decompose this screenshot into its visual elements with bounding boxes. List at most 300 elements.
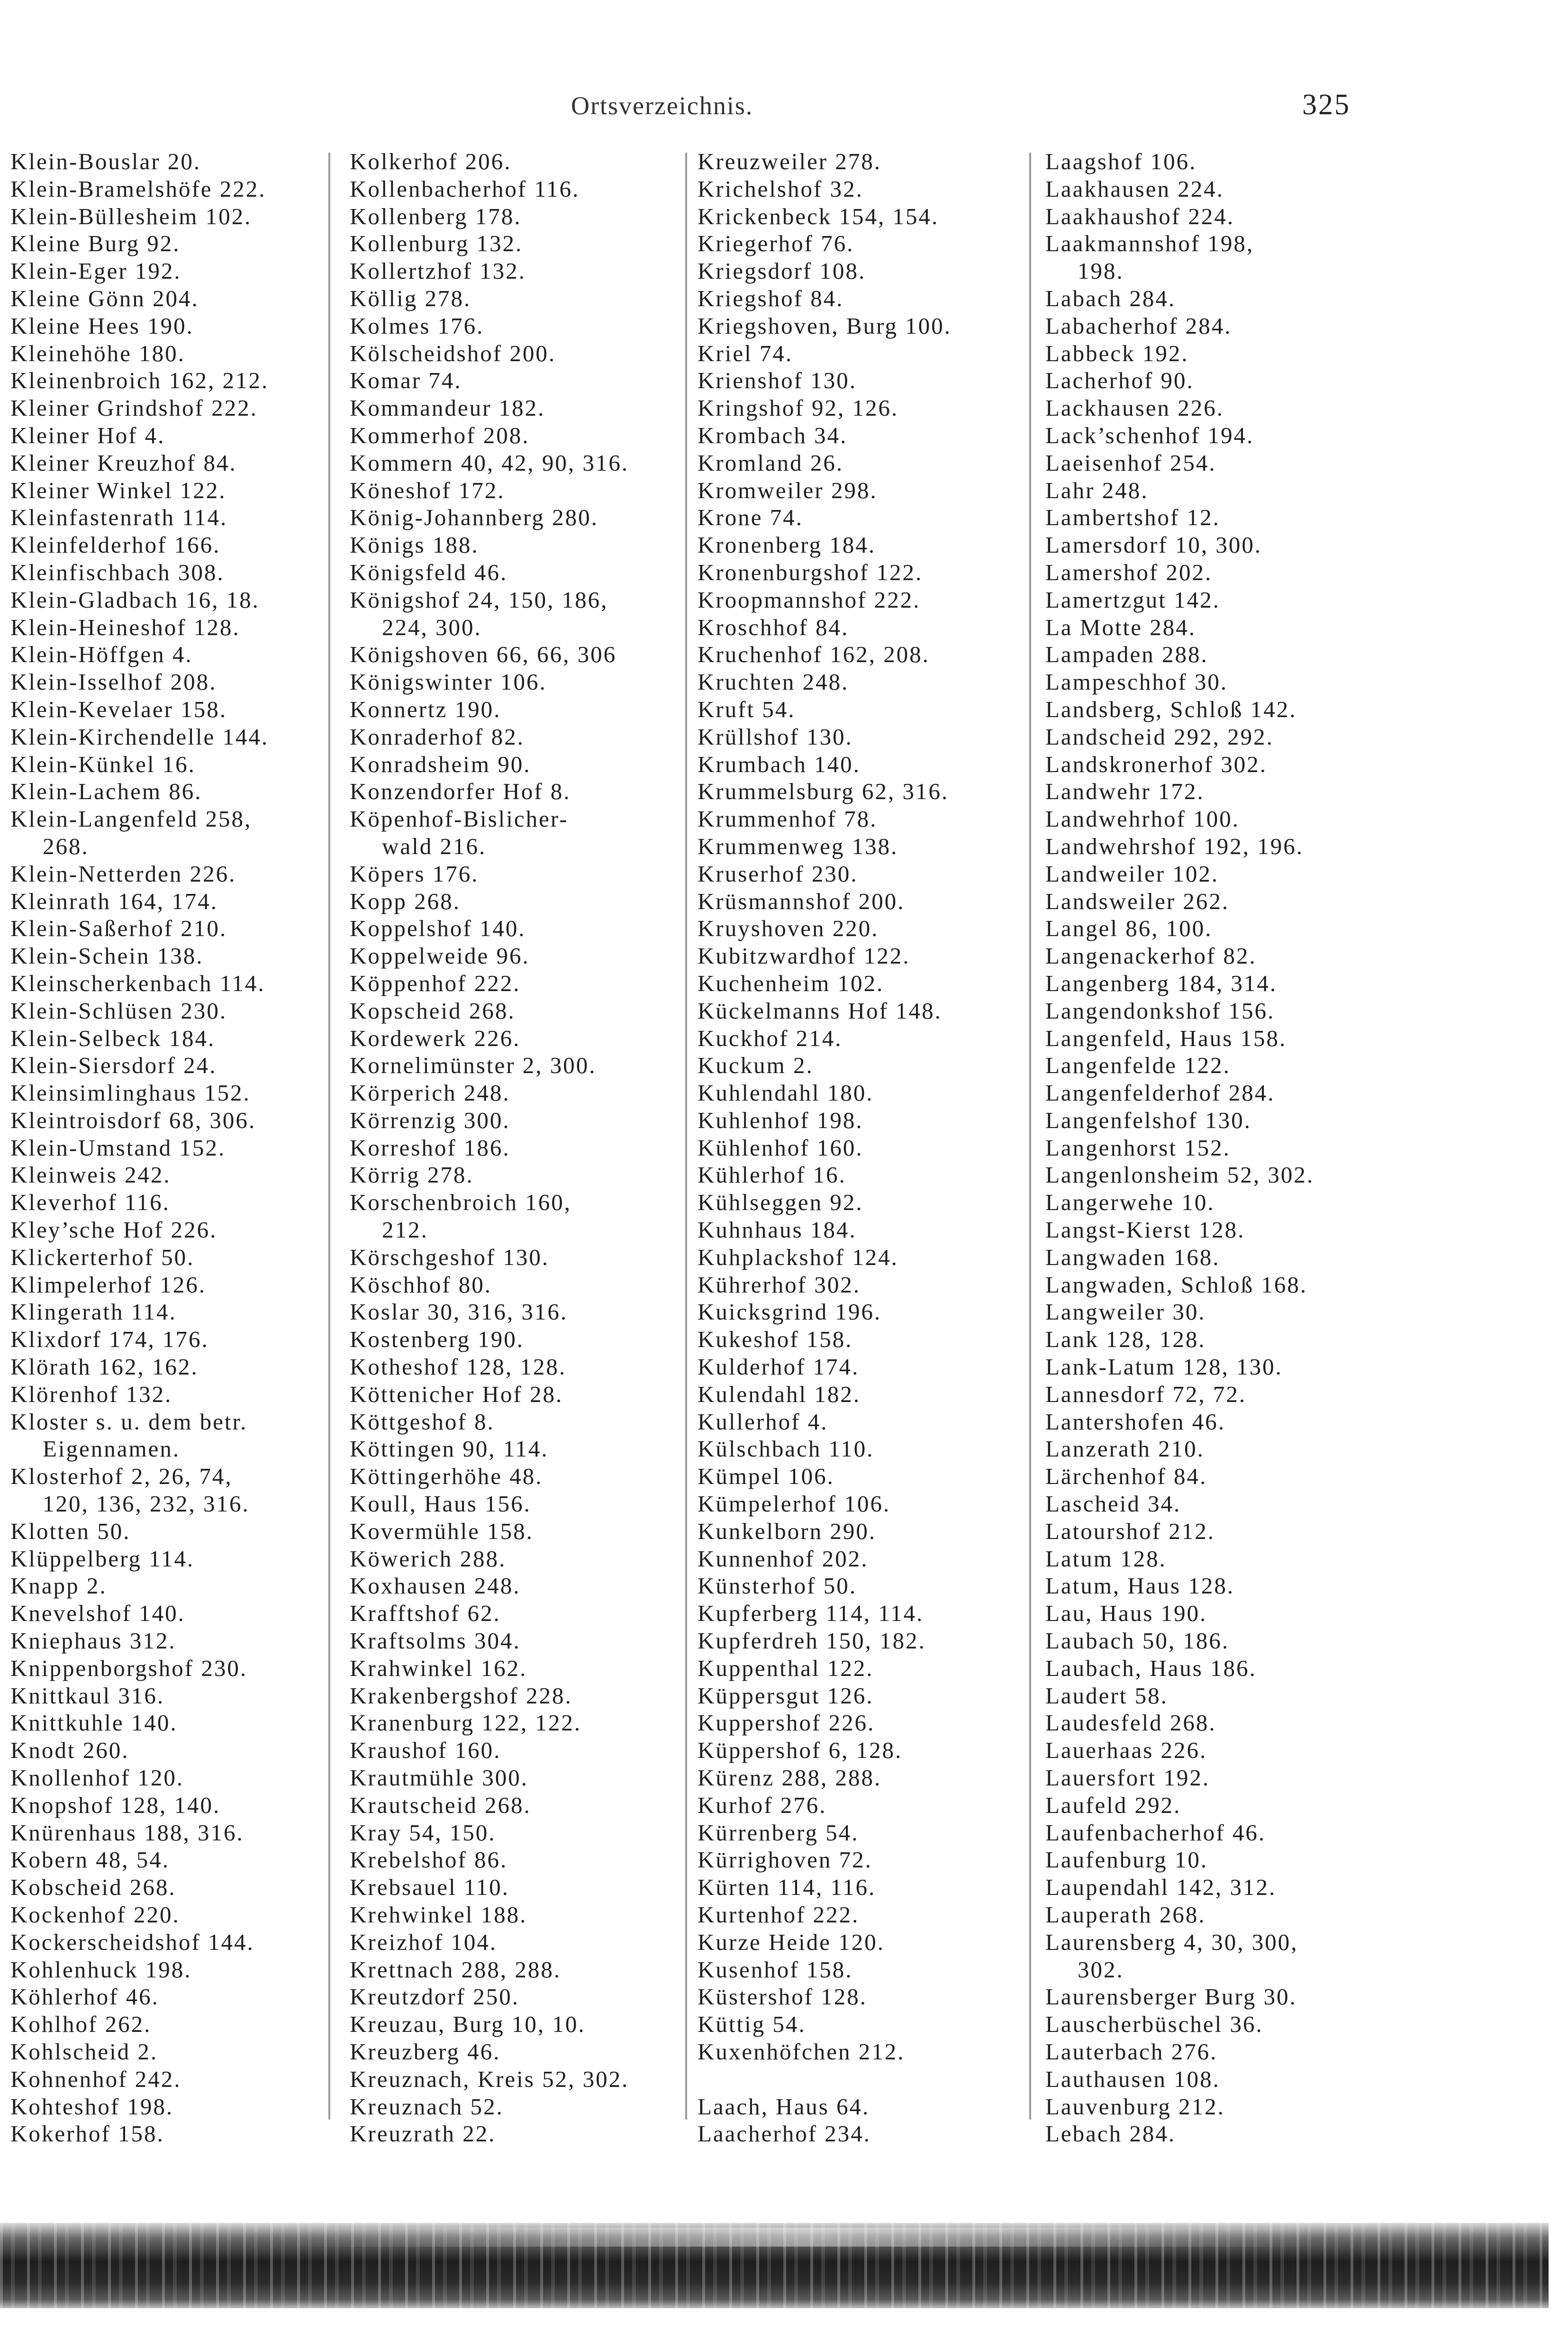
entry-line: Kruyshoven 220. — [698, 915, 879, 942]
entry-line: Kockenhof 220. — [10, 1902, 180, 1928]
index-entry — [350, 504, 681, 531]
entry-line: Klimpelerhof 126. — [10, 1271, 206, 1298]
entry-line: Klein-Gladbach 16, 18. — [10, 586, 260, 613]
index-entry — [350, 1052, 681, 1079]
index-entry — [10, 1381, 342, 1408]
index-entry — [1045, 1819, 1377, 1847]
entry-line: Klein-Eger 192. — [10, 258, 181, 284]
entry-line: Lack’schenhof 194. — [1045, 422, 1254, 448]
entry-line: Knippenborgshof 230. — [10, 1655, 248, 1681]
index-entry — [10, 1189, 342, 1216]
index-entry — [350, 696, 681, 723]
index-entry — [1045, 1353, 1377, 1381]
index-entry — [10, 449, 342, 477]
entry-line: Koslar 30, 316, 316. — [350, 1299, 568, 1325]
index-entry — [698, 1764, 1029, 1792]
entry-line: Krummelsburg 62, 316. — [698, 778, 949, 805]
column-divider — [1029, 153, 1031, 2120]
index-entry — [10, 1079, 342, 1107]
entry-line: Klein-Bouslar 20. — [10, 148, 201, 174]
index-entry — [698, 1545, 1029, 1573]
index-entry — [1045, 2066, 1377, 2093]
entry-line: Krettnach 288, 288. — [350, 1956, 562, 1983]
index-entry — [350, 148, 681, 175]
index-entry — [350, 668, 681, 696]
index-entry — [10, 1901, 342, 1929]
index-entry — [10, 1353, 342, 1381]
entry-line: Kreuznach, Kreis 52, 302. — [350, 2066, 629, 2092]
entry-line: Kruserhof 230. — [698, 860, 858, 887]
entry-line: Körrenzig 300. — [350, 1107, 510, 1133]
index-entry — [350, 1956, 681, 1984]
index-entry — [350, 1326, 681, 1353]
entry-line: Kopscheid 268. — [350, 997, 516, 1024]
entry-line: Kromland 26. — [698, 449, 844, 476]
entry-line: Lamersdorf 10, 300. — [1045, 532, 1262, 558]
entry-line: Kobscheid 268. — [10, 1874, 176, 1901]
entry-line: Knittkaul 316. — [10, 1682, 165, 1709]
entry-line: Kroschhof 84. — [698, 614, 849, 640]
index-entry — [10, 1846, 342, 1874]
index-entry — [1045, 203, 1377, 230]
entry-line: Kommern 40, 42, 90, 316. — [350, 449, 629, 476]
index-entry — [350, 1874, 681, 1901]
entry-line: Kleine Gönn 204. — [10, 285, 199, 311]
index-entry — [350, 1764, 681, 1792]
entry-line: Köwerich 288. — [350, 1545, 507, 1572]
index-entry — [698, 778, 1029, 805]
index-entry — [350, 723, 681, 751]
index-entry — [698, 203, 1029, 230]
entry-line: Kovermühle 158. — [350, 1518, 534, 1544]
entry-line: Kollenburg 132. — [350, 230, 523, 257]
index-entry — [10, 1682, 342, 1710]
entry-line: Langendonkshof 156. — [1045, 997, 1275, 1024]
entry-line: Landwehrhof 100. — [1045, 806, 1240, 832]
index-entry — [698, 1600, 1029, 1627]
entry-line: Kühlenhof 160. — [698, 1134, 863, 1161]
entry-line: Krienshof 130. — [698, 367, 857, 394]
index-entry — [698, 1737, 1029, 1764]
index-entry — [350, 2038, 681, 2066]
index-entry — [10, 1874, 342, 1901]
index-entry — [698, 1490, 1029, 1518]
index-entry — [350, 778, 681, 805]
entry-line: Kommerhof 208. — [350, 422, 530, 448]
entry-line: Kokerhof 158. — [10, 2121, 164, 2147]
index-entry — [10, 860, 342, 888]
index-entry — [350, 1025, 681, 1052]
index-entry — [350, 942, 681, 970]
index-entry — [698, 175, 1029, 203]
index-entry — [350, 2011, 681, 2038]
index-entry — [698, 805, 1029, 833]
index-entry — [698, 1572, 1029, 1600]
entry-line: Krahwinkel 162. — [350, 1655, 527, 1681]
entry-line: La Motte 284. — [1045, 614, 1196, 640]
entry-line: Kruft 54. — [698, 696, 796, 722]
entry-line: Kolkerhof 206. — [350, 148, 512, 174]
entry-line: Krickenbeck 154, 154. — [698, 203, 939, 229]
index-entry — [698, 1326, 1029, 1353]
entry-line: Laufenbacherhof 46. — [1045, 1819, 1266, 1846]
entry-continuation: 224, 300. — [382, 614, 482, 640]
entry-line: Königsfeld 46. — [350, 559, 508, 585]
entry-line: Laakhaushof 224. — [1045, 203, 1235, 229]
index-entry — [698, 2011, 1029, 2038]
entry-line: Lanzerath 210. — [1045, 1436, 1205, 1462]
entry-line: Langenfeld, Haus 158. — [1045, 1025, 1287, 1051]
index-entry — [1045, 422, 1377, 449]
entry-line: Lebach 284. — [1045, 2121, 1176, 2147]
entry-line: Kreuznach 52. — [350, 2093, 504, 2120]
index-entry — [1045, 1682, 1377, 1710]
entry-line: Kley’sche Hof 226. — [10, 1217, 218, 1243]
entry-line: Kriegshoven, Burg 100. — [698, 312, 952, 339]
entry-line: Labbeck 192. — [1045, 340, 1189, 366]
entry-line: Kraftsolms 304. — [350, 1628, 521, 1654]
entry-line: Kommandeur 182. — [350, 395, 545, 421]
entry-line: Kulderhof 174. — [698, 1354, 860, 1380]
index-entry — [698, 1874, 1029, 1901]
index-entry — [1045, 477, 1377, 504]
index-entry — [698, 422, 1029, 449]
entry-line: Kordewerk 226. — [350, 1025, 521, 1051]
index-entry — [1045, 1189, 1377, 1216]
index-entry — [1045, 1874, 1377, 1901]
entry-line: Kleine Hees 190. — [10, 312, 194, 339]
entry-line: Kleintroisdorf 68, 306. — [10, 1107, 256, 1133]
index-entry — [698, 1189, 1029, 1216]
index-entry — [10, 1244, 342, 1271]
index-entry — [10, 340, 342, 367]
index-entry — [1045, 1408, 1377, 1436]
entry-line: Kückelmanns Hof 148. — [698, 997, 942, 1024]
index-entry — [350, 1518, 681, 1545]
index-entry — [10, 148, 342, 175]
entry-line: Kleinfastenrath 114. — [10, 504, 228, 531]
index-entry — [10, 1792, 342, 1819]
entry-line: Krebelshof 86. — [350, 1847, 508, 1873]
index-entry — [10, 1737, 342, 1764]
entry-line: Krautmühle 300. — [350, 1765, 529, 1791]
index-entry — [350, 230, 681, 257]
entry-line: Kleinweis 242. — [10, 1162, 171, 1188]
index-entry — [698, 2120, 1029, 2148]
index-entry — [1045, 1709, 1377, 1737]
entry-line: Klosterhof 2, 26, 74, — [10, 1463, 233, 1490]
index-entry — [1045, 778, 1377, 805]
entry-line: Kriegerhof 76. — [698, 230, 854, 257]
entry-line: Konradsheim 90. — [350, 751, 531, 777]
entry-line: Kriegshof 84. — [698, 285, 844, 311]
index-entry — [350, 1408, 681, 1436]
index-entry — [10, 942, 342, 970]
index-entry — [350, 1107, 681, 1134]
entry-line: Kronenberg 184. — [698, 532, 876, 558]
entry-line: Kupferdreh 150, 182. — [698, 1628, 926, 1654]
index-entry — [1045, 751, 1377, 778]
entry-line: Köppenhof 222. — [350, 970, 521, 996]
entry-line: Kuhnhaus 184. — [698, 1217, 857, 1243]
entry-line: Kleiner Hof 4. — [10, 422, 165, 448]
index-entry — [698, 1079, 1029, 1107]
index-entry — [350, 367, 681, 394]
index-entry — [10, 2093, 342, 2121]
entry-line: Knapp 2. — [10, 1573, 107, 1599]
entry-line: Laudesfeld 268. — [1045, 1710, 1216, 1736]
entry-line: Kockerscheidshof 144. — [10, 1929, 254, 1955]
entry-line: Kostenberg 190. — [350, 1326, 524, 1353]
entry-line: Koxhausen 248. — [350, 1573, 521, 1599]
index-entry — [1045, 1326, 1377, 1353]
entry-line: Köttingerhöhe 48. — [350, 1463, 543, 1490]
entry-line: Krichelshof 32. — [698, 175, 863, 202]
index-entry — [10, 559, 342, 586]
entry-line: Laufenburg 10. — [1045, 1847, 1208, 1873]
entry-line: Krummenhof 78. — [698, 806, 878, 832]
entry-line: Kreuzrath 22. — [350, 2121, 496, 2147]
entry-line: Kuhlendahl 180. — [698, 1080, 874, 1106]
index-entry — [350, 1353, 681, 1381]
entry-line: Laakmannshof 198, — [1045, 230, 1254, 257]
entry-line: Langenfelde 122. — [1045, 1052, 1231, 1079]
entry-line: Lampaden 288. — [1045, 641, 1208, 668]
entry-line: Kupferberg 114, 114. — [698, 1600, 924, 1627]
index-entry — [1045, 1545, 1377, 1573]
entry-group — [1045, 148, 1377, 2148]
index-entry — [10, 997, 342, 1025]
index-entry — [1045, 340, 1377, 367]
index-entry — [10, 1298, 342, 1326]
entry-line: Klein-Netterden 226. — [10, 860, 236, 887]
entry-line: Kleinfischbach 308. — [10, 559, 225, 585]
entry-line: König-Johannberg 280. — [350, 504, 598, 531]
index-entry — [698, 1956, 1029, 1984]
page-number: 325 — [1302, 89, 1350, 121]
index-entry — [1045, 449, 1377, 477]
index-entry — [10, 477, 342, 504]
entry-line: Körperich 248. — [350, 1080, 510, 1106]
entry-line: Kohlscheid 2. — [10, 2038, 158, 2065]
entry-line: Kleinscherkenbach 114. — [10, 970, 265, 996]
entry-line: Lauscherbüschel 36. — [1045, 2011, 1263, 2038]
index-entry — [698, 915, 1029, 942]
entry-line: Kroopmannshof 222. — [698, 586, 921, 613]
entry-line: Küstershof 128. — [698, 1984, 868, 2010]
entry-line: Konzendorfer Hof 8. — [350, 778, 571, 805]
index-entry — [698, 285, 1029, 312]
entry-line: Kürrenberg 54. — [698, 1819, 859, 1846]
index-entry — [1045, 1107, 1377, 1134]
index-entry — [1045, 2093, 1377, 2121]
entry-line: Kollertzhof 132. — [350, 258, 526, 284]
index-entry — [1045, 696, 1377, 723]
index-entry — [1045, 668, 1377, 696]
entry-line: Kreutzdorf 250. — [350, 1984, 519, 2010]
entry-line: Klein-Isselhof 208. — [10, 669, 217, 695]
entry-line: Langwaden, Schloß 168. — [1045, 1271, 1308, 1298]
entry-line: Krüsmannshof 200. — [698, 888, 905, 914]
entry-line: Klotten 50. — [10, 1518, 131, 1544]
entry-line: Lauthausen 108. — [1045, 2066, 1220, 2092]
index-entry — [10, 2038, 342, 2066]
index-entry — [1045, 1134, 1377, 1162]
index-entry — [10, 203, 342, 230]
entry-line: Krumbach 140. — [698, 751, 861, 777]
entry-line: Kniephaus 312. — [10, 1628, 176, 1654]
index-entry — [1045, 997, 1377, 1025]
index-entry — [350, 751, 681, 778]
entry-line: Köhlerhof 46. — [10, 1984, 159, 2010]
index-entry — [698, 449, 1029, 477]
index-entry — [698, 312, 1029, 340]
index-entry — [1045, 833, 1377, 860]
index-entry — [1045, 888, 1377, 915]
entry-line: Kreuzau, Burg 10, 10. — [350, 2011, 586, 2038]
index-entry — [698, 970, 1029, 997]
entry-line: Kuicksgrind 196. — [698, 1299, 882, 1325]
index-entry — [698, 1353, 1029, 1381]
entry-line: Laeisenhof 254. — [1045, 449, 1216, 476]
entry-line: Kührerhof 302. — [698, 1271, 861, 1298]
entry-line: Kleiner Winkel 122. — [10, 477, 227, 503]
index-entry — [350, 805, 681, 860]
entry-line: Kuhplackshof 124. — [698, 1244, 898, 1270]
index-entry — [10, 1271, 342, 1299]
entry-line: Kürten 114, 116. — [698, 1874, 876, 1901]
index-entry — [10, 2011, 342, 2038]
index-entry — [698, 614, 1029, 641]
index-entry — [1045, 1079, 1377, 1107]
index-entry — [1045, 860, 1377, 888]
entry-line: Kuckhof 214. — [698, 1025, 843, 1051]
entry-line: Krombach 34. — [698, 422, 848, 448]
index-entry — [10, 723, 342, 751]
index-entry — [1045, 723, 1377, 751]
index-entry — [350, 586, 681, 641]
entry-continuation: 120, 136, 232, 316. — [43, 1491, 250, 1517]
entry-line: Kürenz 288, 288. — [698, 1765, 882, 1791]
entry-line: Kümpel 106. — [698, 1463, 834, 1490]
index-entry — [698, 833, 1029, 860]
index-entry — [10, 1161, 342, 1189]
entry-line: Körschgeshof 130. — [350, 1244, 550, 1270]
index-entry — [698, 1983, 1029, 2011]
entry-line: Kleinsimlinghaus 152. — [10, 1080, 251, 1106]
index-entry — [698, 1435, 1029, 1463]
entry-line: Koull, Haus 156. — [350, 1491, 531, 1517]
entry-line: Langweiler 30. — [1045, 1299, 1206, 1325]
entry-line: Korreshof 186. — [350, 1134, 510, 1161]
entry-line: Klüppelberg 114. — [10, 1545, 195, 1572]
index-entry — [1045, 531, 1377, 559]
index-entry — [698, 257, 1029, 285]
index-entry — [1045, 1298, 1377, 1326]
entry-line: Krehwinkel 188. — [350, 1902, 527, 1928]
index-entry — [350, 1189, 681, 1244]
index-entry — [1045, 1737, 1377, 1764]
entry-line: Knollenhof 120. — [10, 1765, 184, 1791]
entry-line: Köpenhof-Bislicher- — [350, 806, 569, 832]
entry-line: Kümpelerhof 106. — [698, 1491, 891, 1517]
entry-line: Königswinter 106. — [350, 669, 547, 695]
index-entry — [698, 1929, 1029, 1956]
index-entry — [698, 1627, 1029, 1655]
entry-line: Koppelweide 96. — [350, 943, 530, 969]
entry-line: Labach 284. — [1045, 285, 1176, 311]
index-entry — [698, 1408, 1029, 1436]
index-entry — [698, 367, 1029, 394]
entry-line: Lauperath 268. — [1045, 1902, 1206, 1928]
index-entry — [10, 1627, 342, 1655]
index-entry — [698, 340, 1029, 367]
index-entry — [350, 2066, 681, 2093]
index-entry — [10, 257, 342, 285]
entry-line: Köttenicher Hof 28. — [350, 1381, 563, 1407]
entry-line: Laagshof 106. — [1045, 148, 1197, 174]
index-entry — [350, 422, 681, 449]
entry-line: Kuhlenhof 198. — [698, 1107, 863, 1133]
entry-line: Korschenbroich 160, — [350, 1189, 571, 1216]
index-entry — [10, 1545, 342, 1573]
entry-line: Küppershof 6, 128. — [698, 1737, 903, 1764]
entry-line: Kleinehöhe 180. — [10, 340, 185, 366]
entry-line: Landsweiler 262. — [1045, 888, 1230, 914]
index-entry — [10, 531, 342, 559]
entry-line: Klein-Langenfeld 258, — [10, 806, 252, 832]
index-entry — [350, 2120, 681, 2148]
entry-line: Lambertshof 12. — [1045, 504, 1220, 531]
index-entry — [698, 1846, 1029, 1874]
entry-line: Kloster s. u. dem betr. — [10, 1408, 248, 1435]
entry-line: Klixdorf 174, 176. — [10, 1326, 209, 1353]
index-entry — [10, 1819, 342, 1847]
index-column-2 — [350, 148, 681, 2148]
entry-line: Landweiler 102. — [1045, 860, 1219, 887]
entry-line: Kuxenhöfchen 212. — [698, 2038, 905, 2065]
index-entry — [1045, 175, 1377, 203]
entry-line: Kreuzweiler 278. — [698, 148, 882, 174]
entry-line: Kukeshof 158. — [698, 1326, 853, 1353]
index-entry — [1045, 1435, 1377, 1463]
entry-line: Kurtenhof 222. — [698, 1902, 860, 1928]
entry-line: Kuckum 2. — [698, 1052, 814, 1079]
entry-line: Kurhof 276. — [698, 1792, 827, 1818]
index-entry — [350, 1600, 681, 1627]
entry-line: Laurensberger Burg 30. — [1045, 1984, 1297, 2010]
index-entry — [350, 1545, 681, 1573]
entry-line: Lascheid 34. — [1045, 1491, 1181, 1517]
entry-line: Köttingen 90, 114. — [350, 1436, 549, 1462]
index-entry — [350, 1655, 681, 1682]
index-entry — [698, 230, 1029, 257]
entry-line: Klingerath 114. — [10, 1299, 177, 1325]
entry-line: Lauvenburg 212. — [1045, 2093, 1225, 2120]
index-column-1 — [10, 148, 342, 2148]
index-entry — [698, 531, 1029, 559]
entry-line: Klein-Umstand 152. — [10, 1134, 226, 1161]
entry-line: Klein-Schlüsen 230. — [10, 997, 227, 1024]
entry-line: Königshoven 66, 66, 306 — [350, 641, 617, 668]
index-entry — [10, 312, 342, 340]
index-entry — [350, 1490, 681, 1518]
entry-line: Langenfelderhof 284. — [1045, 1080, 1275, 1106]
index-entry — [698, 477, 1029, 504]
entry-line: Klein-Selbeck 184. — [10, 1025, 216, 1051]
column-divider — [328, 153, 330, 2120]
index-entry — [1045, 148, 1377, 175]
